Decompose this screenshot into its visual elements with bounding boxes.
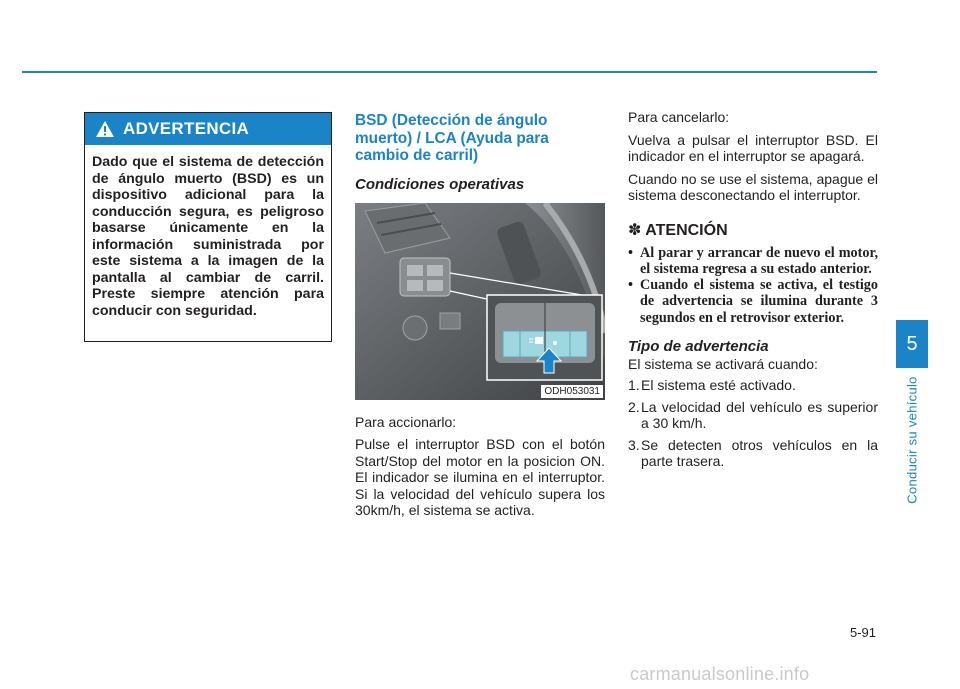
attention-item: • Al parar y arrancar de nuevo el motor, el sistema regresa a su estado anterior. — [628, 244, 878, 277]
warning-title: ADVERTENCIA — [123, 119, 250, 138]
warning-header — [85, 113, 331, 145]
attention-list — [628, 245, 878, 326]
bullet-icon: • — [628, 244, 633, 261]
conditions-list — [628, 377, 878, 470]
figure-label: ODH053031 — [541, 385, 603, 398]
warning-text: Dado que el sistema de detección de ángulo muerto (BSD) es un dispositivo adicional para la conducción segura, es peligroso basarse únicamente en la información suministrada por este sistema a la imagen de la pantalla al cambiar de carril. Preste siempre atención para conducir con seguridad. — [92, 154, 324, 319]
warning-type-title: Tipo de advertencia — [628, 337, 769, 355]
page-number: 5-91 — [849, 625, 876, 640]
chapter-tab: 5 — [896, 320, 928, 368]
activate-label: Para accionarlo: — [355, 413, 457, 430]
chapter-side-title: Conducir su vehículo — [904, 376, 920, 504]
attention-title: ✽ ATENCIÓN — [628, 221, 728, 239]
warning-triangle-icon — [95, 120, 115, 138]
right-column — [628, 109, 878, 470]
header-rule — [22, 71, 877, 73]
bsd-switch-figure — [355, 203, 605, 400]
unused-text: Cuando no se use el sistema, apague el sistema desconectando el interruptor. — [628, 170, 878, 203]
attention-item: • Cuando el sistema se activa, el testigo de advertencia se ilumina durante 3 segundos en el retrovisor exterior. — [628, 277, 878, 326]
warning-type-intro: El sistema se activará cuando: — [628, 355, 818, 372]
dashboard-illustration — [355, 203, 605, 400]
main-column — [355, 112, 605, 519]
cancel-label: Para cancelarlo: — [628, 109, 730, 125]
condition-item: 3.Se detecten otros vehículos en la parte trasera. — [628, 436, 878, 470]
condition-item: 1.El sistema esté activado. — [628, 377, 796, 394]
watermark: carmanualsonline.info — [630, 664, 810, 684]
activate-text: Pulse el interruptor BSD con el botón Start/Stop del motor en la posicion ON. El indicador se ilumina en el interruptor. Si la velocidad del vehículo supera los 30km/h, el sistema se activa. — [355, 436, 605, 518]
section-title: BSD (Detección de ángulo muerto) / LCA (Ayuda para cambio de carril) — [355, 112, 549, 164]
cancel-text: Vuelva a pulsar el interruptor BSD. El indicador en el interruptor se apagará. — [628, 131, 878, 164]
condition-item: 2.La velocidad del vehículo es superior a 30 km/h. — [628, 398, 878, 432]
section-subtitle: Condiciones operativas — [355, 175, 525, 193]
bullet-icon: • — [628, 277, 633, 294]
warning-box — [84, 112, 332, 342]
